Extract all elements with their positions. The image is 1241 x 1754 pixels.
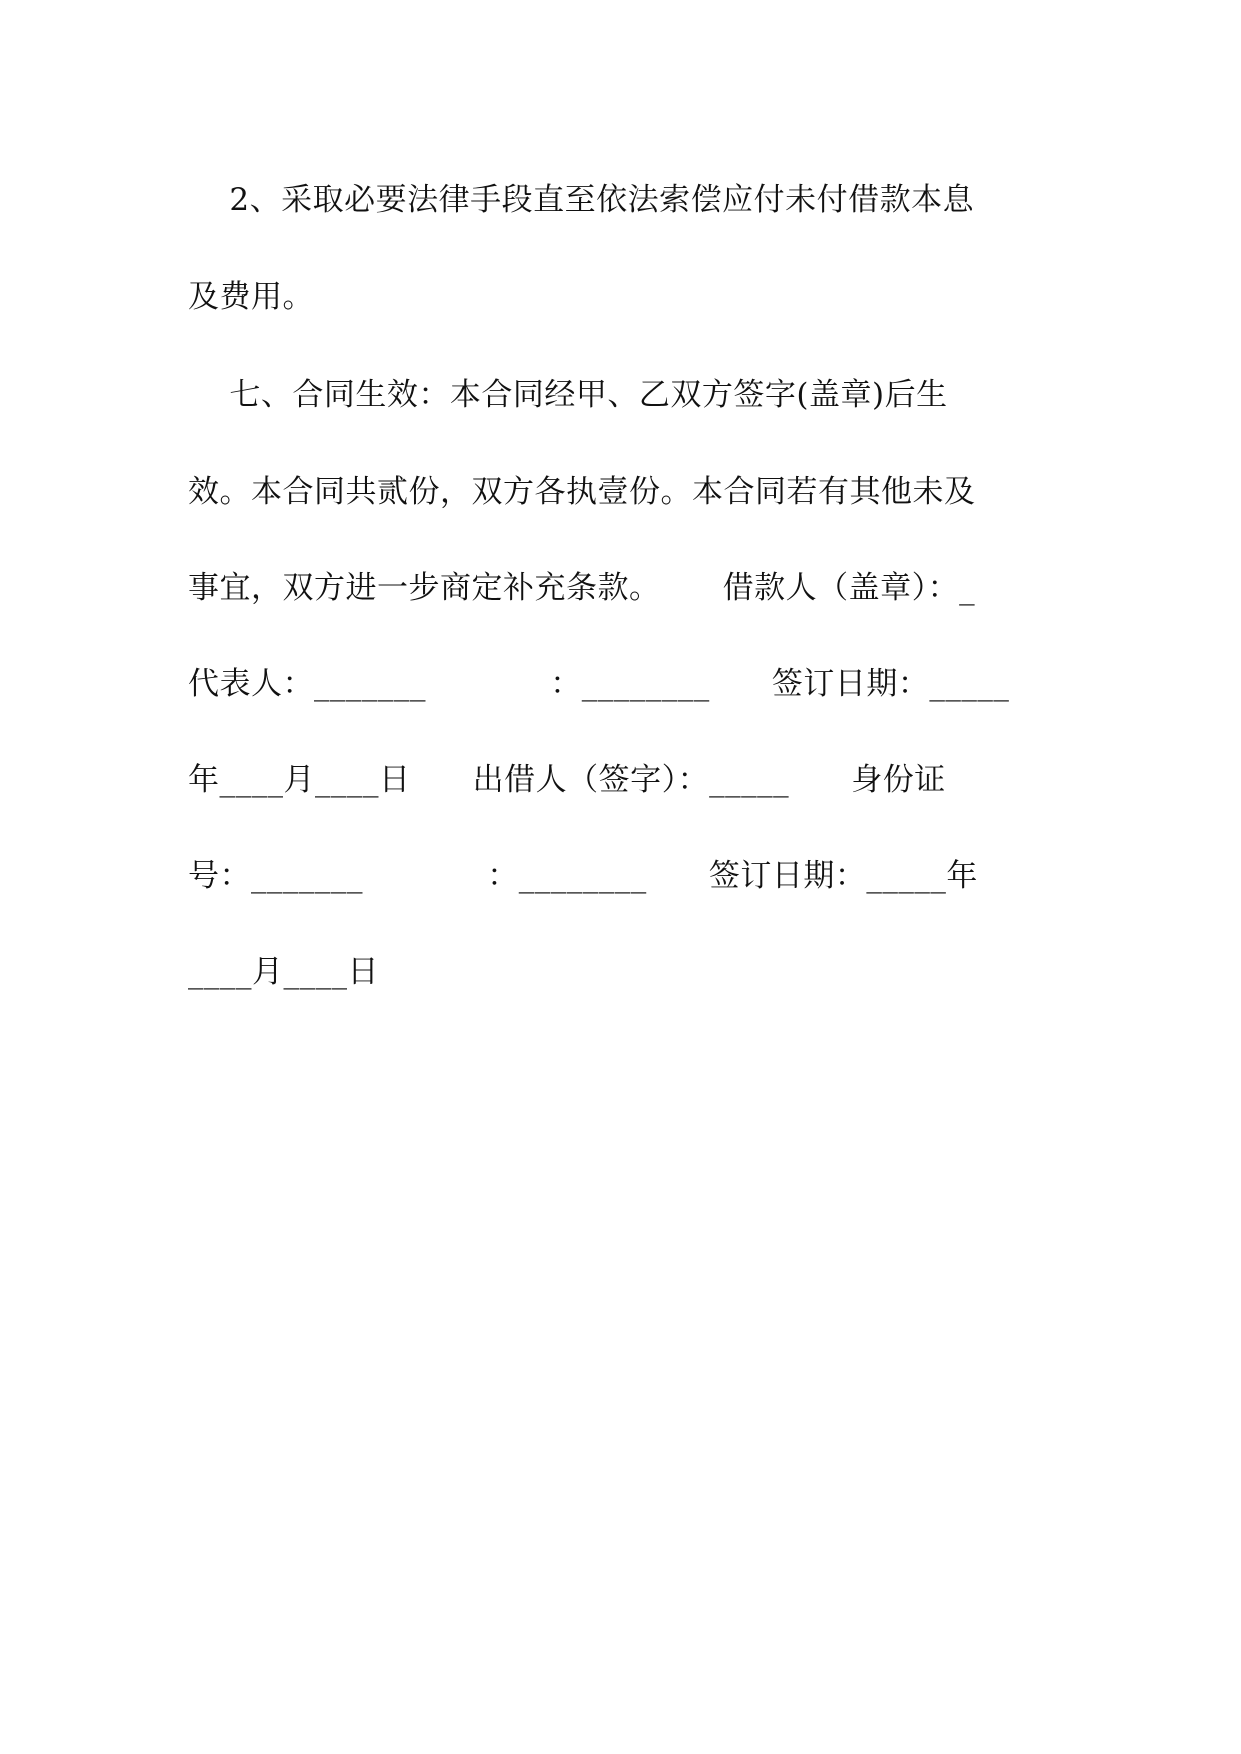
text-line-2: 及费用。 xyxy=(188,279,314,315)
text-line-4: 效。本合同共贰份，双方各执壹份。本合同若有其他未及 xyxy=(188,474,976,510)
text-line-8: 号：_______ ：________ 签订日期：_____年 xyxy=(188,858,978,894)
text-line-3: 七、合同生效：本合同经甲、乙双方签字(盖章)后生 xyxy=(188,377,948,413)
text-line-1: 2、采取必要法律手段直至依法索偿应付未付借款本息 xyxy=(188,182,975,218)
text-line-9: ____月____日 xyxy=(188,954,379,990)
text-line-6: 代表人：_______ ：________ 签订日期：_____ xyxy=(188,666,1010,702)
text-line-5: 事宜，双方进一步商定补充条款。 借款人（盖章）：_ xyxy=(188,570,976,606)
text-line-7: 年____月____日 出借人（签字）：_____ 身份证 xyxy=(188,762,946,798)
